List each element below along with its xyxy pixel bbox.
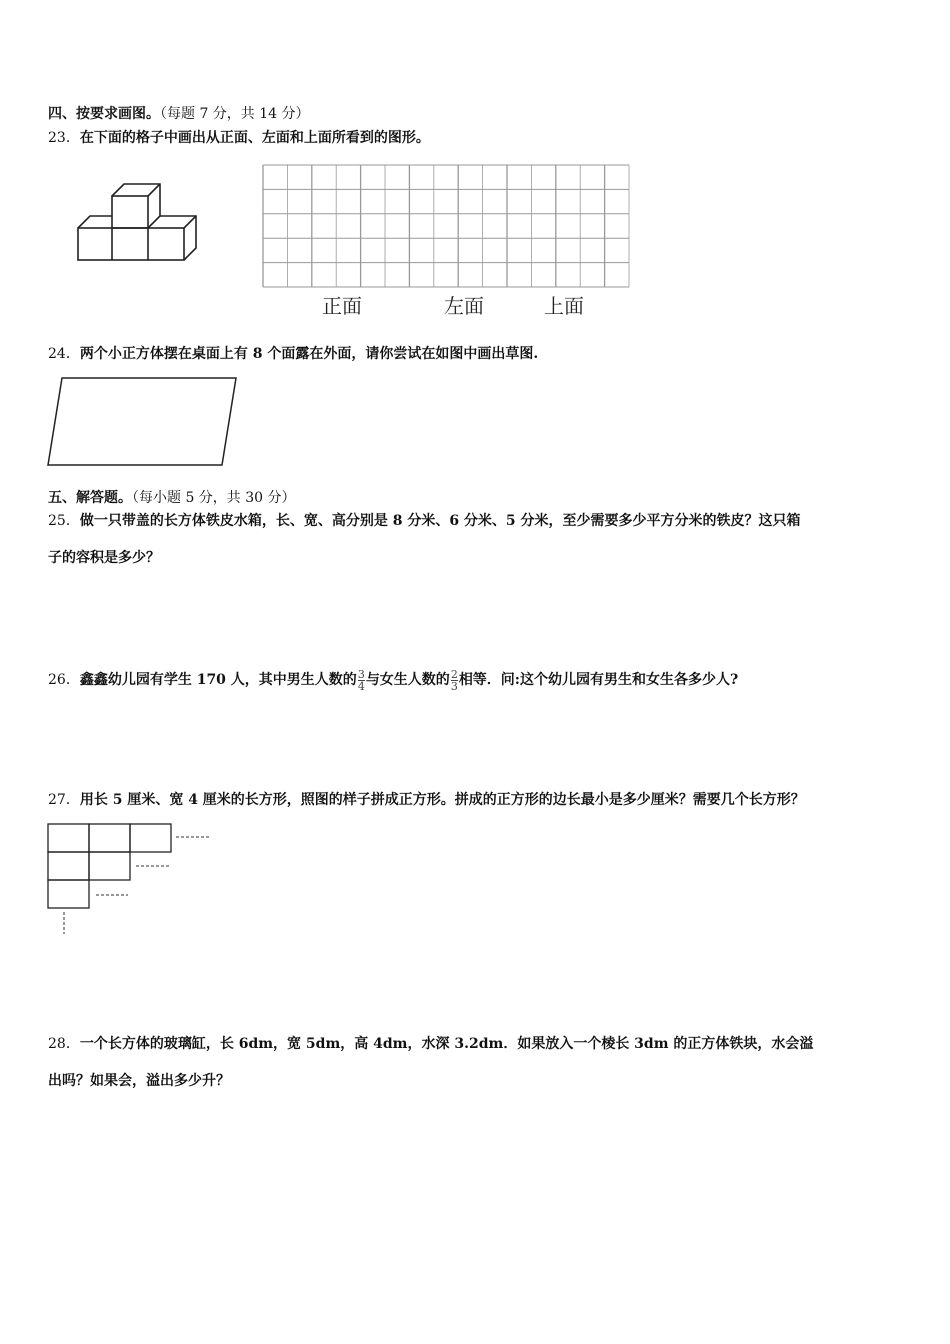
question-text-part2: 与女生人数的 (365, 672, 450, 688)
section-4-title: 四、按要求画图。 (48, 106, 160, 122)
tabletop-parallelogram (46, 376, 240, 468)
drawing-grid[interactable] (262, 164, 630, 288)
question-24 (48, 345, 538, 363)
question-25 (48, 512, 801, 530)
question-28-continued (48, 1072, 230, 1090)
question-28 (48, 1035, 813, 1053)
label-top: 上面 (544, 294, 584, 318)
question-text-line2: 出吗？如果会，溢出多少升？ (48, 1073, 230, 1089)
cube-stack-figure (76, 182, 198, 264)
question-text: 在下面的格子中画出从正面、左面和上面所看到的图形。 (79, 130, 430, 146)
section-5-heading (48, 487, 296, 507)
question-number: 28． (48, 1036, 80, 1052)
label-left: 左面 (444, 294, 484, 318)
question-25-continued (48, 549, 160, 567)
section-4-note: （每题 7 分，共 14 分） (160, 106, 310, 122)
fraction-two-thirds: $\frac{2}{3}$ (450, 667, 458, 693)
rectangle-tiling-figure (46, 822, 216, 938)
question-text-part3: 相等．问:这个幼儿园有男生和女生各多少人? (458, 672, 739, 688)
question-23 (48, 129, 430, 147)
question-text: 用长 5 厘米、宽 4 厘米的长方形，照图的样子拼成正方形。拼成的正方形的边长最小是多少厘米？需要几个长方形？ (79, 792, 805, 808)
section-5-title: 五、解答题。 (48, 490, 132, 506)
question-text-line1: 一个长方体的玻璃缸，长 6dm，宽 5dm，高 4dm，水深 3.2dm．如果放入一个棱长 3dm 的正方体铁块，水会溢 (79, 1036, 814, 1052)
question-text-line2: 子的容积是多少？ (48, 550, 160, 566)
question-number: 25． (48, 513, 80, 529)
question-number: 26． (48, 672, 80, 688)
question-number: 24． (48, 346, 80, 362)
question-number: 23． (48, 130, 80, 146)
section-4-heading (48, 103, 310, 123)
question-text-line1: 做一只带盖的长方体铁皮水箱，长、宽、高分别是 8 分米、6 分米、5 分米，至少需要多少平方分米的铁皮？这只箱 (79, 513, 801, 529)
question-text: 两个小正方体摆在桌面上有 8 个面露在外面，请你尝试在如图中画出草图. (79, 346, 539, 362)
question-27 (48, 791, 805, 809)
section-5-note: （每小题 5 分，共 30 分） (132, 490, 296, 506)
fraction-three-quarters: $\frac{3}{4}$ (357, 667, 365, 693)
label-front: 正面 (322, 294, 362, 318)
question-26 (48, 667, 738, 693)
question-number: 27． (48, 792, 80, 808)
question-text-part1: 鑫鑫幼儿园有学生 170 人，其中男生人数的 (79, 672, 357, 688)
